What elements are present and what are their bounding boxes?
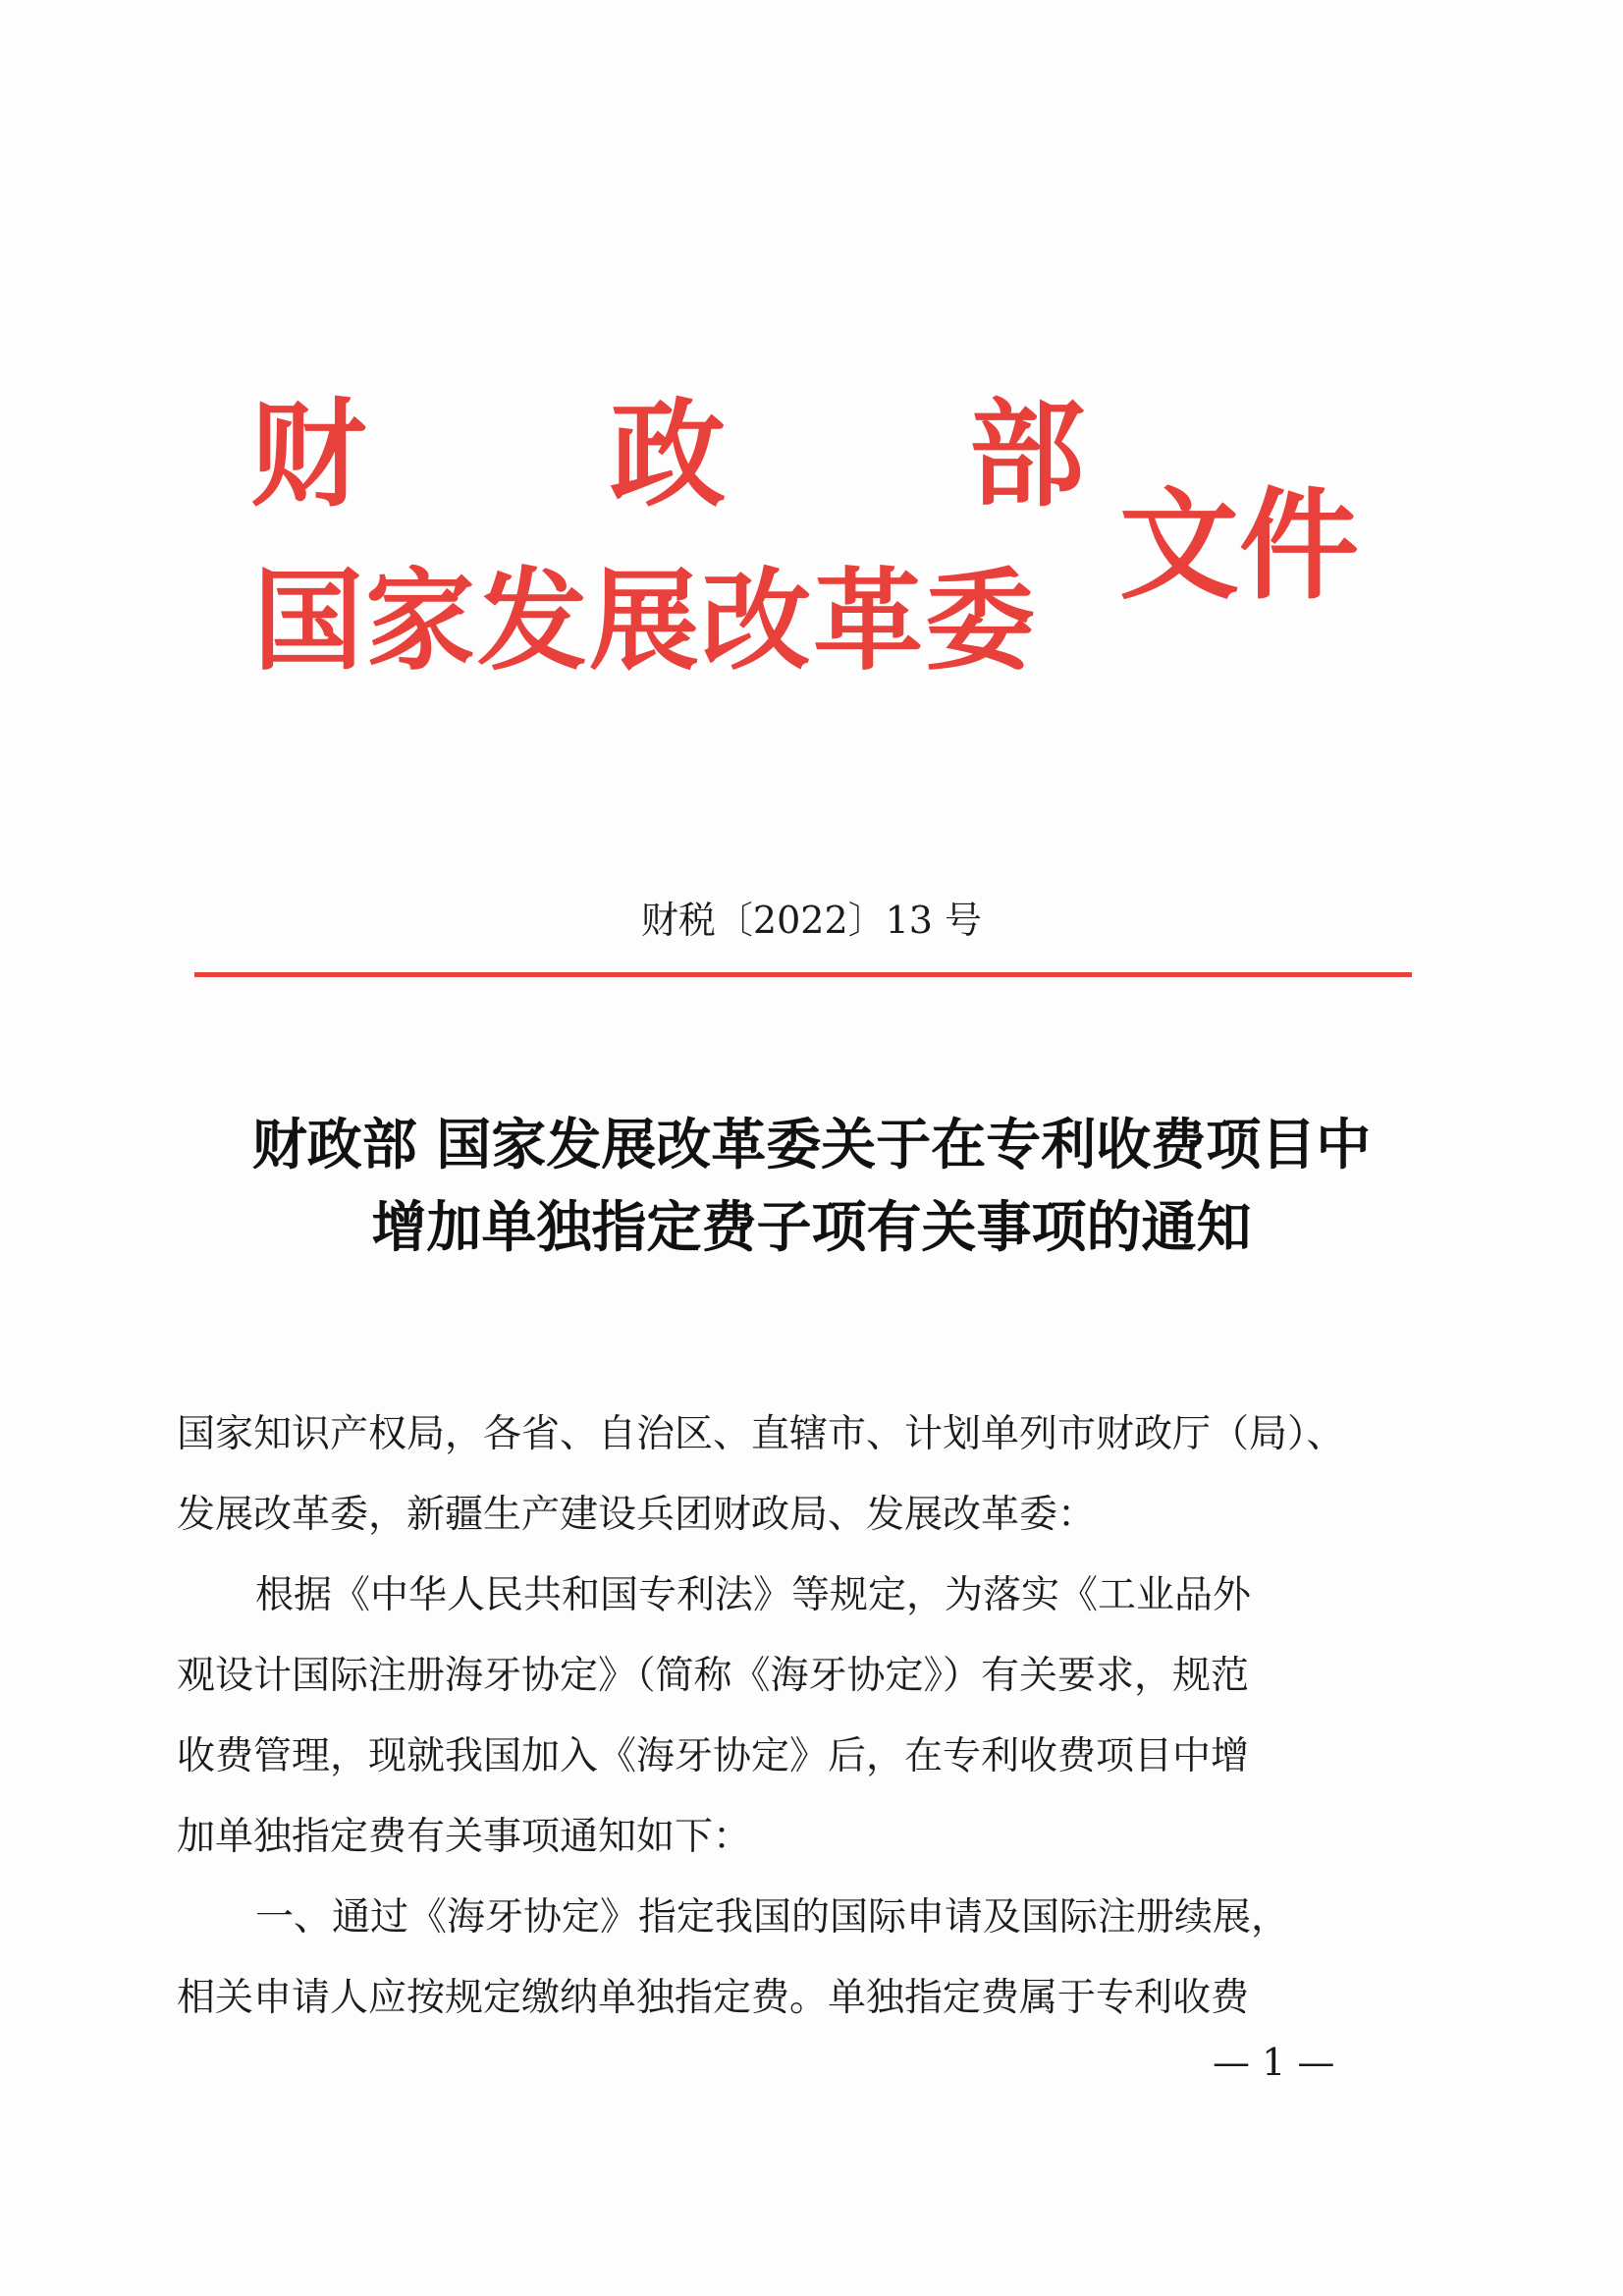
letterhead-suffix: 文件 (1119, 474, 1359, 616)
body-line: 一、通过《海牙协定》指定我国的国际申请及国际注册续展， (255, 1895, 1290, 1940)
letterhead-char: 财 (250, 386, 367, 522)
page-number: — 1 — (1213, 2041, 1335, 2084)
body-line: 观设计国际注册海牙协定》（简称《海牙协定》）有关要求，规范 (177, 1654, 1250, 1698)
letterhead-row-ndrc: 国家发展改革委 (253, 557, 1037, 685)
document-title (147, 1105, 1476, 1270)
body-line: 收费管理，现就我国加入《海牙协定》后，在专利收费项目中增 (177, 1734, 1250, 1778)
letterhead-char: 政 (609, 386, 726, 522)
document-body (177, 1394, 1399, 2039)
document-number: 财税〔2022〕13 号 (640, 899, 983, 942)
body-line: 根据《中华人民共和国专利法》等规定，为落实《工业品外 (255, 1573, 1252, 1617)
letterhead-row-ministry-of-finance (250, 388, 1085, 520)
body-line: 国家知识产权局，各省、自治区、直辖市、计划单列市财政厅（局）、 (177, 1412, 1345, 1456)
body-line: 相关申请人应按规定缴纳单独指定费。单独指定费属于专利收费 (177, 1976, 1250, 2020)
title-line-2: 增加单独指定费子项有关事项的通知 (371, 1196, 1252, 1260)
red-separator-line (194, 972, 1412, 977)
body-line: 发展改革委，新疆生产建设兵团财政局、发展改革委： (177, 1493, 1097, 1537)
body-line: 加单独指定费有关事项通知如下： (177, 1815, 752, 1859)
title-line-1: 财政部 国家发展改革委关于在专利收费项目中 (251, 1114, 1372, 1177)
letterhead-char: 部 (968, 386, 1085, 522)
